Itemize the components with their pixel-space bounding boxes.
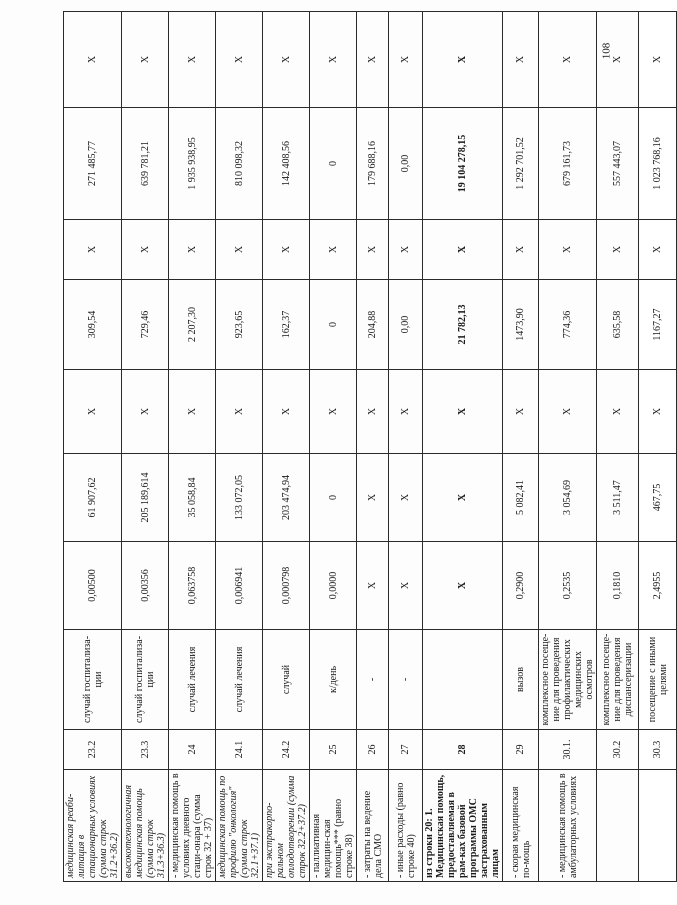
per-capita-cell: 204,88 — [357, 280, 389, 370]
x-cell: X — [503, 12, 539, 108]
x-cell: X — [423, 370, 503, 454]
per-capita-cell: 0,00 — [389, 280, 423, 370]
row-name-cell: - скорая медицинская по-мощь — [503, 770, 539, 882]
x-cell: X — [423, 220, 503, 280]
cost-cell: X — [357, 454, 389, 542]
unit-cell — [423, 630, 503, 730]
sum-cell: 1 292 701,52 — [503, 108, 539, 220]
x-cell: X — [503, 220, 539, 280]
row-number-cell: 23.2 — [64, 730, 122, 770]
x-cell: X — [639, 220, 677, 280]
row-name-cell: при экстракорпо-ральном оплодотворении (сумма строк 32.2+37.2) — [263, 770, 310, 882]
cost-cell: 0 — [310, 454, 357, 542]
x-cell: X — [64, 12, 122, 108]
x-cell: X — [169, 370, 216, 454]
x-cell: X — [357, 370, 389, 454]
x-cell: X — [169, 12, 216, 108]
table-row — [357, 12, 389, 882]
table-row — [216, 12, 263, 882]
x-cell: X — [216, 12, 263, 108]
table-row — [310, 12, 357, 882]
x-cell: X — [539, 220, 597, 280]
sum-cell: 1 023 768,16 — [639, 108, 677, 220]
unit-cell: - — [389, 630, 423, 730]
sum-cell: 679 161,73 — [539, 108, 597, 220]
x-cell: X — [310, 370, 357, 454]
x-cell: X — [423, 12, 503, 108]
row-name-cell: - иные расходы (равно строке 40) — [389, 770, 423, 882]
cost-table — [63, 11, 677, 882]
sum-cell: 810 098,32 — [216, 108, 263, 220]
row-name-cell: - затраты на ведение дела СМО — [357, 770, 389, 882]
row-number-cell: 30.1. — [539, 730, 597, 770]
unit-cell: - — [357, 630, 389, 730]
x-cell: X — [122, 220, 169, 280]
norm-cell: 0,006941 — [216, 542, 263, 630]
table-row — [389, 12, 423, 882]
cost-cell: 3 054,69 — [539, 454, 597, 542]
x-cell: X — [310, 12, 357, 108]
per-capita-cell: 729,46 — [122, 280, 169, 370]
x-cell: X — [389, 220, 423, 280]
sum-cell: 0 — [310, 108, 357, 220]
x-cell: X — [122, 370, 169, 454]
row-number-cell: 26 — [357, 730, 389, 770]
cost-cell: 133 072,05 — [216, 454, 263, 542]
x-cell: X — [389, 12, 423, 108]
norm-cell: X — [423, 542, 503, 630]
x-cell: X — [263, 12, 310, 108]
sum-cell: 0,00 — [389, 108, 423, 220]
sum-cell: 142 408,56 — [263, 108, 310, 220]
table-row — [539, 12, 597, 882]
unit-cell: посещение с иными целями — [639, 630, 677, 730]
row-name-cell: высокотехнологичная медицинская помощь (сумма строк 31.3+36.3) — [122, 770, 169, 882]
x-cell: X — [539, 12, 597, 108]
row-number-cell: 24 — [169, 730, 216, 770]
table-row — [64, 12, 122, 882]
table-row — [423, 12, 503, 882]
x-cell: X — [357, 12, 389, 108]
per-capita-cell: 1473,90 — [503, 280, 539, 370]
unit-cell: случай госпитализа-ции — [122, 630, 169, 730]
sum-cell: 19 104 278,15 — [423, 108, 503, 220]
cost-cell: X — [389, 454, 423, 542]
x-cell: X — [597, 370, 639, 454]
sum-cell: 271 485,77 — [64, 108, 122, 220]
unit-cell: случай лечения — [169, 630, 216, 730]
x-cell: X — [263, 220, 310, 280]
x-cell: X — [503, 370, 539, 454]
sum-cell: 179 688,16 — [357, 108, 389, 220]
x-cell: X — [597, 12, 639, 108]
cost-cell: 205 189,614 — [122, 454, 169, 542]
per-capita-cell: 635,58 — [597, 280, 639, 370]
x-cell: X — [389, 370, 423, 454]
row-number-cell: 29 — [503, 730, 539, 770]
cost-cell: 35 058,84 — [169, 454, 216, 542]
table-row — [263, 12, 310, 882]
row-name-cell: - медицинская помощь в условиях дневного стаци-онара (сумма строк 32 + 37) — [169, 770, 216, 882]
norm-cell: 0,1810 — [597, 542, 639, 630]
sum-cell: 557 443,07 — [597, 108, 639, 220]
norm-cell: 0,063758 — [169, 542, 216, 630]
row-name-cell: медицинская помощь по профилю "онкология" (сумма строк 32.1+37.1) — [216, 770, 263, 882]
row-number-cell: 30.3 — [639, 730, 677, 770]
unit-cell: вызов — [503, 630, 539, 730]
per-capita-cell: 774,36 — [539, 280, 597, 370]
table-row — [122, 12, 169, 882]
row-name-cell — [639, 770, 677, 882]
row-number-cell: 25 — [310, 730, 357, 770]
cost-cell: 5 082,41 — [503, 454, 539, 542]
x-cell: X — [216, 220, 263, 280]
norm-cell: X — [357, 542, 389, 630]
sum-cell: 1 935 938,95 — [169, 108, 216, 220]
cost-cell: X — [423, 454, 503, 542]
per-capita-cell: 21 782,13 — [423, 280, 503, 370]
cost-cell: 203 474,94 — [263, 454, 310, 542]
row-number-cell: 24.2 — [263, 730, 310, 770]
norm-cell: 0,000798 — [263, 542, 310, 630]
cost-cell: 467,75 — [639, 454, 677, 542]
x-cell: X — [263, 370, 310, 454]
unit-cell: комплексное посеще-ние для проведения профилактических медицинских осмотров — [539, 630, 597, 730]
row-name-cell: - паллиативная медицин-ская помощь*** (равно строке 38) — [310, 770, 357, 882]
page-number: 108 — [600, 42, 613, 60]
per-capita-cell: 309,54 — [64, 280, 122, 370]
sum-cell: 639 781,21 — [122, 108, 169, 220]
norm-cell: 0,2535 — [539, 542, 597, 630]
row-number-cell: 23.3 — [122, 730, 169, 770]
table-row — [169, 12, 216, 882]
unit-cell: случай госпитализа-ции — [64, 630, 122, 730]
norm-cell: 0,2900 — [503, 542, 539, 630]
x-cell: X — [597, 220, 639, 280]
unit-cell: к/день — [310, 630, 357, 730]
norm-cell: X — [389, 542, 423, 630]
per-capita-cell: 923,65 — [216, 280, 263, 370]
x-cell: X — [64, 220, 122, 280]
cost-cell: 3 511,47 — [597, 454, 639, 542]
norm-cell: 0,00356 — [122, 542, 169, 630]
x-cell: X — [639, 12, 677, 108]
row-number-cell: 24.1 — [216, 730, 263, 770]
norm-cell: 0,0000 — [310, 542, 357, 630]
row-name-cell: из строки 20: 1. Медицинская помощь, предоставляемая в рам-ках базовой программы ОМС застрахованным лицам — [423, 770, 503, 882]
x-cell: X — [539, 370, 597, 454]
x-cell: X — [357, 220, 389, 280]
table-row — [503, 12, 539, 882]
unit-cell: случай — [263, 630, 310, 730]
row-name-cell: медицинская реаби-литация в стационарных условиях (сумма строк 31.2+36.2) — [64, 770, 122, 882]
x-cell: X — [64, 370, 122, 454]
norm-cell: 2,4955 — [639, 542, 677, 630]
cost-cell: 61 907,62 — [64, 454, 122, 542]
norm-cell: 0,00500 — [64, 542, 122, 630]
per-capita-cell: 1167,27 — [639, 280, 677, 370]
table-row — [597, 12, 639, 882]
row-name-cell — [597, 770, 639, 882]
per-capita-cell: 162,37 — [263, 280, 310, 370]
x-cell: X — [122, 12, 169, 108]
unit-cell: комплексное посеще-ние для проведения диспансеризации — [597, 630, 639, 730]
row-number-cell: 27 — [389, 730, 423, 770]
x-cell: X — [216, 370, 263, 454]
per-capita-cell: 2 207,30 — [169, 280, 216, 370]
row-name-cell: - медицинская помощь в амбулаторных условиях — [539, 770, 597, 882]
row-number-cell: 28 — [423, 730, 503, 770]
per-capita-cell: 0 — [310, 280, 357, 370]
x-cell: X — [169, 220, 216, 280]
table-row — [639, 12, 677, 882]
unit-cell: случай лечения — [216, 630, 263, 730]
row-number-cell: 30.2 — [597, 730, 639, 770]
x-cell: X — [639, 370, 677, 454]
x-cell: X — [310, 220, 357, 280]
